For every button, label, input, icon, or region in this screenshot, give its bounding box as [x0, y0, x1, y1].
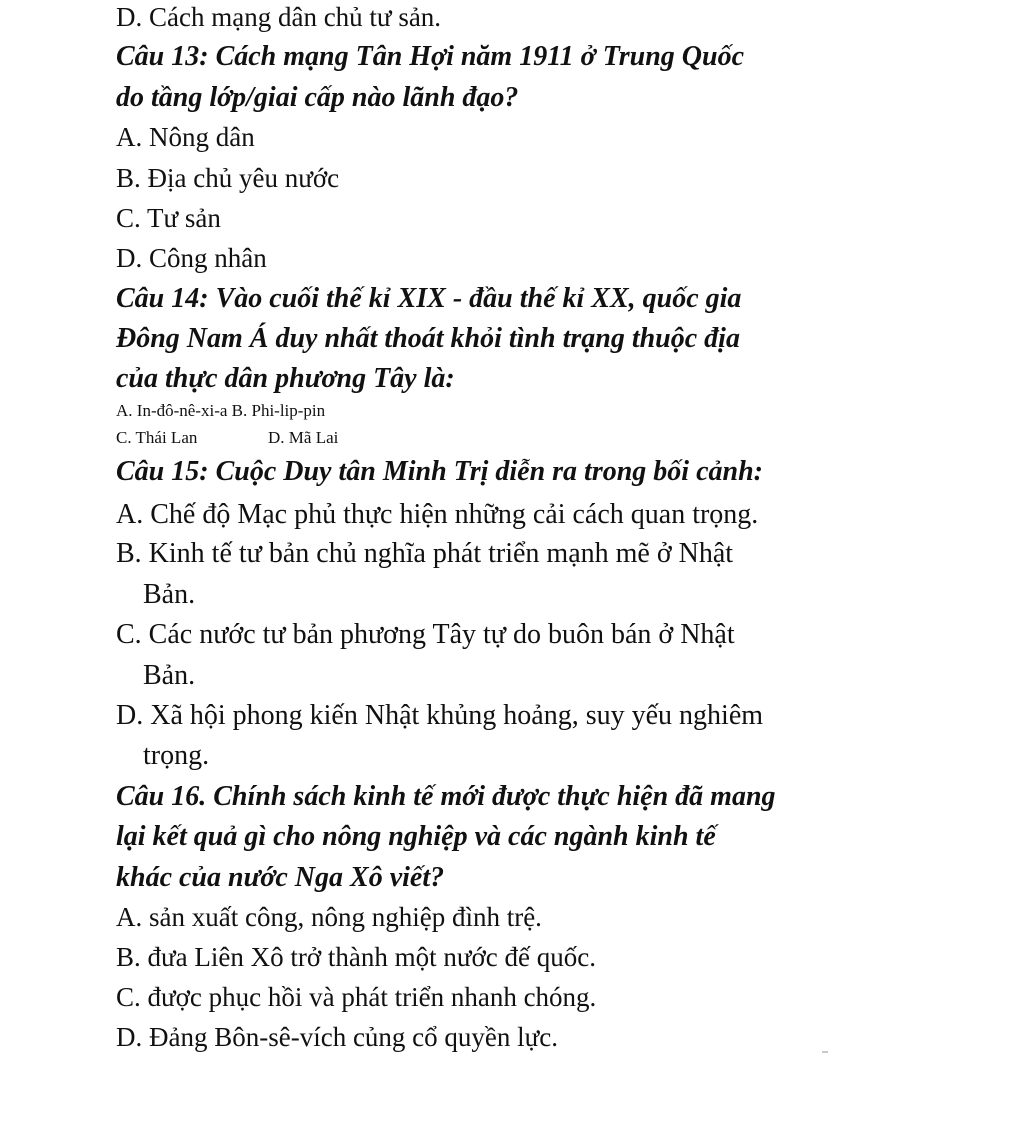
q16-option-c: C. được phục hồi và phát triển nhanh chóng.: [116, 982, 597, 1012]
q16-question-line-3: khác của nước Nga Xô viết?: [116, 862, 445, 893]
q15-option-c-line-2: Bản.: [143, 660, 196, 691]
q13-question-line-1: Câu 13: Cách mạng Tân Hợi năm 1911 ở Trung Quốc: [116, 41, 745, 72]
q14-question-line-2: Đông Nam Á duy nhất thoát khỏi tình trạng thuộc địa: [116, 323, 740, 354]
q15-option-b-line-1: B. Kinh tế tư bản chủ nghĩa phát triển mạnh mẽ ở Nhật: [116, 538, 734, 569]
q16-question-line-2: lại kết quả gì cho nông nghiệp và các ngành kinh tế: [116, 821, 716, 852]
q12-option-d: D. Cách mạng dân chủ tư sản.: [116, 2, 442, 32]
q13-option-c: C. Tư sản: [116, 203, 221, 233]
q15-option-c-line-1: C. Các nước tư bản phương Tây tự do buôn bán ở Nhật: [116, 619, 735, 650]
q13-option-d: D. Công nhân: [116, 243, 267, 273]
q13-option-a: A. Nông dân: [116, 122, 255, 152]
q16-option-d: D. Đảng Bôn-sê-vích củng cổ quyền lực.: [116, 1022, 559, 1052]
q14-option-c: C. Thái Lan: [116, 428, 198, 447]
q16-option-b: B. đưa Liên Xô trở thành một nước đế quốc.: [116, 942, 596, 972]
q16-option-a: A. sản xuất công, nông nghiệp đình trệ.: [116, 902, 542, 932]
q15-option-d-line-2: trọng.: [143, 740, 210, 771]
q14-options-a-b: A. In-đô-nê-xi-a B. Phi-lip-pin: [116, 401, 326, 420]
q14-question-line-3: của thực dân phương Tây là:: [116, 363, 455, 394]
q14-question-line-1: Câu 14: Vào cuối thế kỉ XIX - đầu thế kỉ XX, quốc gia: [116, 283, 742, 314]
q15-option-a: A. Chế độ Mạc phủ thực hiện những cải cách quan trọng.: [116, 499, 759, 530]
q14-option-d: D. Mã Lai: [268, 428, 339, 447]
q13-question-line-2: do tầng lớp/giai cấp nào lãnh đạo?: [116, 82, 519, 113]
q15-option-b-line-2: Bản.: [143, 579, 196, 610]
q15-question: Câu 15: Cuộc Duy tân Minh Trị diễn ra trong bối cảnh:: [116, 456, 763, 487]
q16-question-line-1: Câu 16. Chính sách kinh tế mới được thực hiện đã mang: [116, 781, 776, 812]
scan-artifact: [822, 1051, 828, 1053]
q13-option-b: B. Địa chủ yêu nước: [116, 163, 340, 193]
q15-option-d-line-1: D. Xã hội phong kiến Nhật khủng hoảng, suy yếu nghiêm: [116, 700, 764, 731]
